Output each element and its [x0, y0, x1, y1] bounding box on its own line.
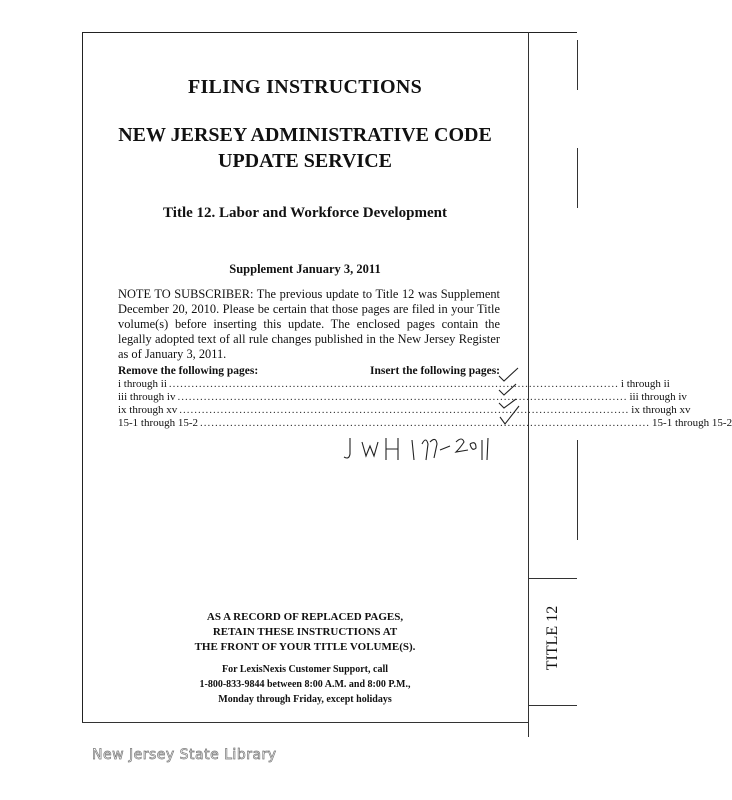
- support-line: 1-800-833-9844 between 8:00 A.M. and 8:00 P.M.,: [199, 679, 411, 690]
- retain-line: RETAIN THESE INSTRUCTIONS AT: [212, 626, 398, 638]
- frame-bottom-rule: [82, 722, 528, 723]
- supplement-date: Supplement January 3, 2011: [229, 262, 381, 276]
- code-title-line1: NEW JERSEY ADMINISTRATIVE CODE: [118, 124, 492, 146]
- handwritten-initials-date: [342, 432, 492, 464]
- remove-pages: iii through iv: [118, 391, 176, 403]
- insert-header: Insert the following pages:: [369, 365, 500, 377]
- table-row: [118, 391, 687, 404]
- pages-table: [118, 364, 732, 430]
- remove-pages: i through ii: [118, 378, 167, 390]
- edge-tick: [577, 148, 578, 208]
- checkmark-icon: [500, 406, 519, 424]
- support-line: For LexisNexis Customer Support, call: [221, 664, 388, 675]
- checkmark-icon: [499, 399, 516, 408]
- insert-pages: ix through xv: [631, 404, 691, 416]
- retain-line: AS A RECORD OF REPLACED PAGES,: [206, 611, 404, 623]
- checkmark-icon: [499, 368, 518, 381]
- title-heading: Title 12. Labor and Workforce Development: [163, 205, 447, 221]
- dot-leader: ........................................................................................................................: [200, 417, 651, 429]
- table-header: [118, 364, 500, 378]
- note-to-subscriber: NOTE TO SUBSCRIBER: The previous update to Title 12 was Supplement December 20, 2010. Please be certain that those pages are filed in your Title volume(s) before inserting this update. The enclosed pages contain the legally adopted text of all rule changes published in the New Jersey Register as of January 3, 2011.: [118, 287, 500, 361]
- code-title-line2: UPDATE SERVICE: [218, 150, 392, 172]
- dot-leader: ........................................................................................................................: [179, 404, 630, 416]
- remove-header: Remove the following pages:: [118, 365, 259, 377]
- dot-leader: ........................................................................................................................: [168, 378, 619, 390]
- edge-tick: [577, 40, 578, 90]
- table-row: [118, 417, 732, 430]
- filing-heading: FILING INSTRUCTIONS: [187, 76, 423, 98]
- support-line: Monday through Friday, except holidays: [218, 694, 392, 705]
- retain-line: THE FRONT OF YOUR TITLE VOLUME(S).: [194, 641, 416, 653]
- retain-notice: [82, 610, 528, 655]
- table-row: [118, 404, 691, 417]
- title-tab-label: TITLE 12: [544, 605, 561, 671]
- table-row: [118, 378, 670, 391]
- insert-pages: 15-1 through 15-2: [652, 417, 732, 429]
- remove-pages: 15-1 through 15-2: [118, 417, 199, 429]
- checkmarks: [496, 366, 522, 430]
- customer-support-notice: [82, 662, 528, 707]
- frame-top-rule: [82, 32, 577, 33]
- insert-pages: iii through iv: [629, 391, 687, 403]
- dot-leader: ........................................................................................................................: [177, 391, 628, 403]
- insert-pages: i through ii: [620, 378, 670, 390]
- library-stamp: New Jersey State Library: [92, 747, 277, 763]
- edge-tick: [577, 440, 578, 540]
- tab-rule: [529, 705, 577, 706]
- remove-pages: ix through xv: [118, 404, 178, 416]
- checkmark-icon: [499, 384, 516, 395]
- tab-rule: [529, 578, 577, 579]
